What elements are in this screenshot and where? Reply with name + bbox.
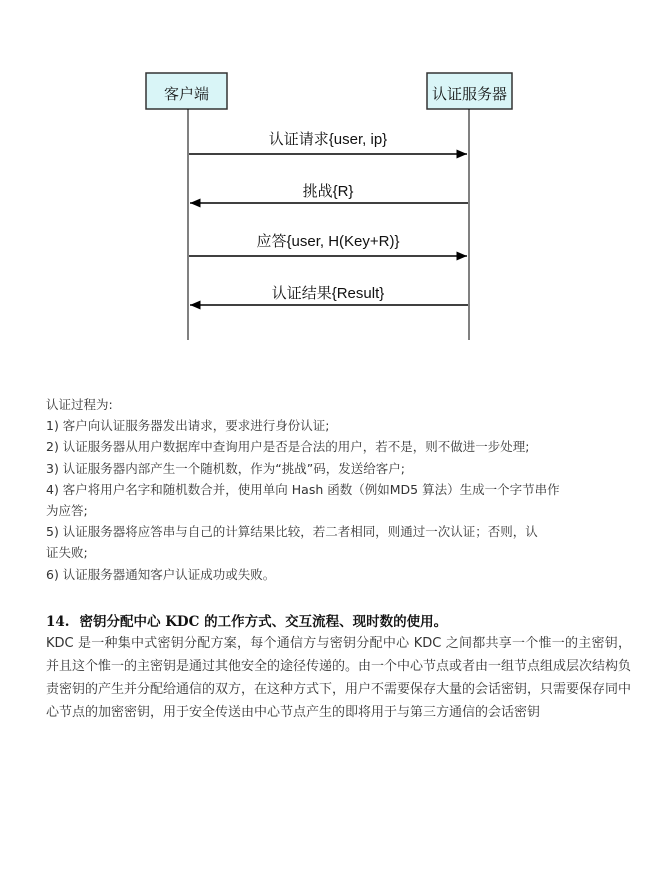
message-label-4: 认证结果{Result} [271, 285, 385, 302]
section-heading [46, 610, 636, 630]
section-paragraph: KDC 是一种集中式密钥分配方案，每个通信方与密钥分配中心 KDC 之间都共享一个惟一的主密钥，并且这个惟一的主密钥是通过其他安全的途径传递的。由一个中心节点或者由一组节点组成层次结构负责密钥的产生并分配给通信的双方，在这种方式下，用户不需要保存大量的会话密钥，只需要保存同中心节点的加密密钥，用于安全传送由中心节点产生的即将用于与第三方通信的会话密钥 [46, 636, 632, 720]
sequence-diagram [0, 0, 671, 360]
section-title: 密钥分配中心 KDC 的工作方式、交互流程、现时数的使用。 [79, 614, 448, 630]
message-label-1: 认证请求{user, ip} [268, 131, 388, 148]
process-line: 为应答; [46, 503, 88, 519]
server-label: 认证服务器 [431, 86, 507, 103]
message-label-2: 挑战{R} [302, 183, 354, 200]
process-line: 5) 认证服务器将应答串与自己的计算结果比较，若二者相同，则通过一次认证；否则，认 [46, 524, 538, 540]
process-steps [46, 394, 636, 585]
process-line: 2) 认证服务器从用户数据库中查询用户是否是合法的用户，若不是，则不做进一步处理; [46, 439, 530, 455]
section-number: 14. [46, 614, 70, 630]
process-line: 3) 认证服务器内部产生一个随机数，作为“挑战”码，发送给客户; [46, 460, 405, 476]
process-line: 4) 客户将用户名字和随机数合并，使用单向 Hash 函数（例如MD5 算法）生成一个字节串作 [46, 481, 560, 497]
process-line: 证失败; [46, 545, 88, 561]
process-line: 1) 客户向认证服务器发出请求，要求进行身份认证; [46, 418, 330, 434]
process-line: 6) 认证服务器通知客户认证成功或失败。 [46, 566, 276, 582]
client-label: 客户端 [163, 86, 209, 103]
message-label-3: 应答{user, H(Key+R)} [256, 233, 400, 250]
process-heading: 认证过程为: [46, 397, 113, 412]
